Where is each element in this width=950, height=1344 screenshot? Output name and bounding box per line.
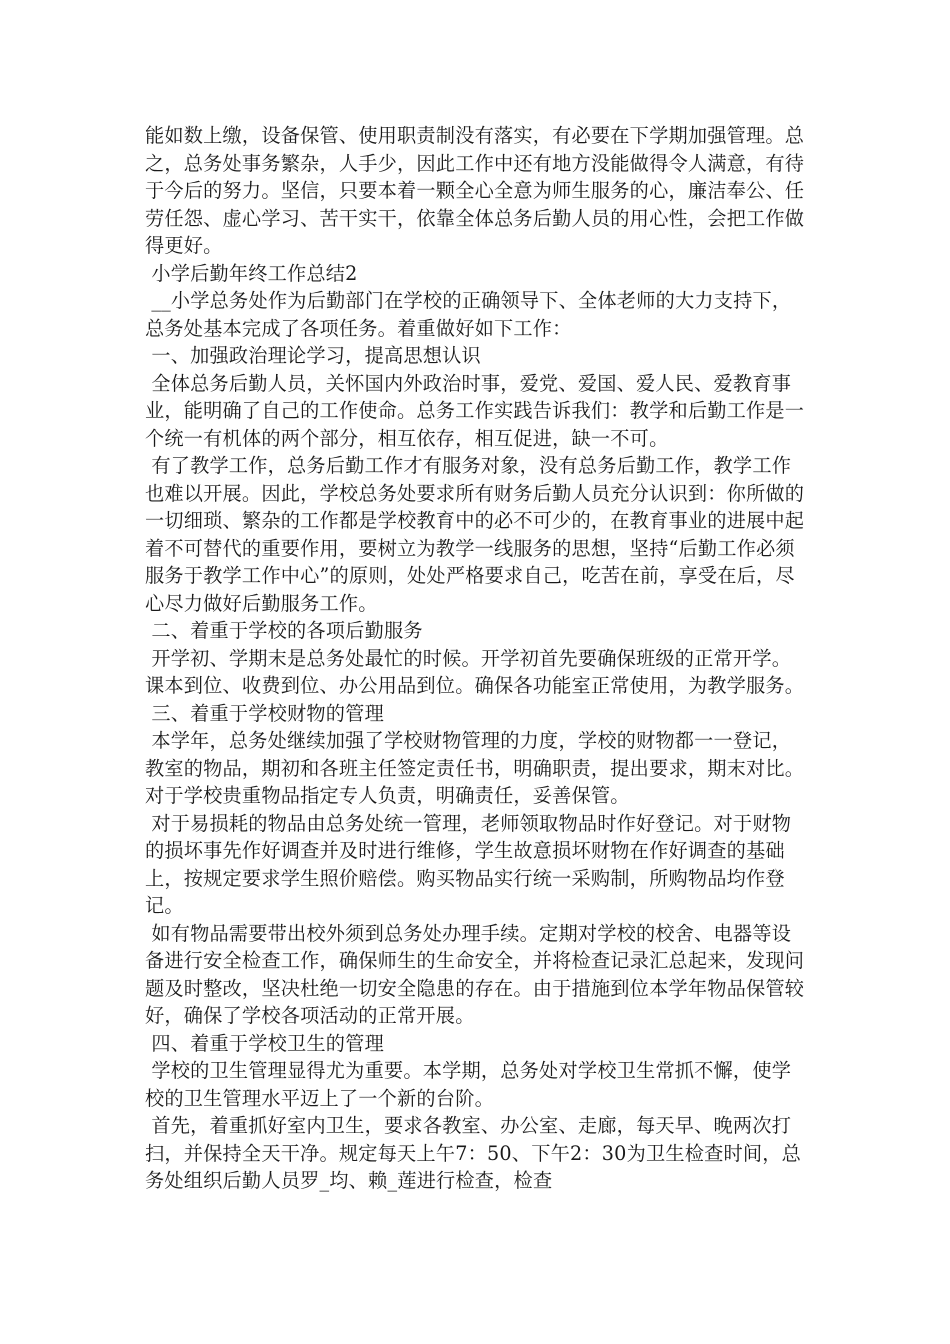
paragraph-section-1a: 全体总务后勤人员，关怀国内外政治时事，爱党、爱国、爱人民、爱教育事业，能明确了自己的工作使命。总务工作实践告诉我们：教学和后勤工作是一个统一有机体的两个部分，相互依存，相互促进，缺一不可。: [145, 371, 805, 450]
paragraph-section-3a: 本学年，总务处继续加强了学校财物管理的力度，学校的财物都一一登记，教室的物品，期初和各班主任签定责任书，明确职责，提出要求，期末对比。对于学校贵重物品指定专人负责，明确责任，妥善保管。: [145, 729, 805, 807]
paragraph-section-3c: 如有物品需要带出校外须到总务处办理手续。定期对学校的校舍、电器等设备进行安全检查工作，确保师生的生命安全，并将检查记录汇总起来，发现问题及时整改，坚决杜绝一切安全隐患的存在。由于措施到位本学年物品保管较好，确保了学校各项活动的正常开展。: [145, 921, 805, 1027]
section-title: 小学后勤年终工作总结2: [145, 261, 358, 285]
paragraph-section-1b: 有了教学工作，总务后勤工作才有服务对象，没有总务后勤工作，教学工作也难以开展。因此，学校总务处要求所有财务后勤人员充分认识到：你所做的一切细琐、繁杂的工作都是学校教育中的必不可少的，在教育事业的进展中起着不可替代的重要作用，要树立为教学一线服务的思想，坚持“后勤工作必须服务于教学工作中心”的原则，处处严格要求自己，吃苦在前，享受在后，尽心尽力做好后勤服务工作。: [145, 454, 805, 615]
document-body: [145, 122, 810, 1195]
paragraph-section-2: 开学初、学期末是总务处最忙的时候。开学初首先要确保班级的正常开学。课本到位、收费到位、办公用品到位。确保各功能室正常使用，为教学服务。: [145, 646, 805, 697]
heading-section-2: 二、着重于学校的各项后勤服务: [145, 619, 423, 642]
paragraph-section-3b: 对于易损耗的物品由总务处统一管理，老师领取物品时作好登记。对于财物的损坏事先作好调查并及时进行维修，学生故意损坏财物在作好调查的基础上，按规定要求学生照价赔偿。购买物品实行统一采购制，所购物品均作登记。: [145, 811, 792, 917]
paragraph-intro-continuation: 能如数上缴，设备保管、使用职责制没有落实，有必要在下学期加强管理。总之，总务处事务繁杂，人手少，因此工作中还有地方没能做得令人满意，有待于今后的努力。坚信，只要本着一颗全心全意为师生服务的心，廉洁奉公、任劳任怨、虚心学习、苦干实干，依靠全体总务后勤人员的用心性，会把工作做得更好。: [145, 124, 805, 257]
heading-section-3: 三、着重于学校财物的管理: [145, 701, 384, 725]
paragraph-section-4a: 学校的卫生管理显得尤为重要。本学期，总务处对学校卫生常抓不懈，使学校的卫生管理水平迈上了一个新的台阶。: [145, 1059, 792, 1110]
paragraph-section-4b: 首先，着重抓好室内卫生，要求各教室、办公室、走廊，每天早、晚两次打扫，并保持全天干净。规定每天上午7：50、下午2：30为卫生检查时间，总务处组织后勤人员罗_均、赖_莲进行检查，检查: [145, 1114, 802, 1192]
paragraph-opening: __小学总务处作为后勤部门在学校的正确领导下、全体老师的大力支持下，总务处基本完成了各项任务。着重做好如下工作：: [145, 289, 792, 340]
heading-section-1: 一、加强政治理论学习，提高思想认识: [145, 344, 481, 367]
heading-section-4: 四、着重于学校卫生的管理: [145, 1031, 384, 1055]
